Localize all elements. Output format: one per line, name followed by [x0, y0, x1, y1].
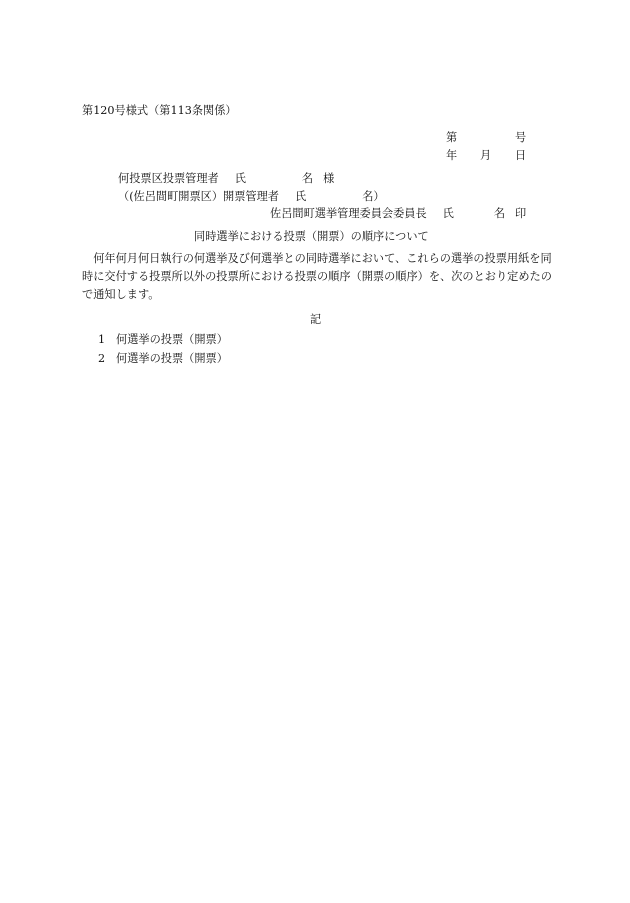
doc-number-prefix: 第 [446, 131, 458, 144]
sender-line [270, 207, 526, 220]
doc-number-suffix: 号 [515, 131, 527, 144]
sender-name-family: 氏 [442, 207, 454, 220]
list-item [98, 352, 228, 365]
item-text: 何選挙の投票（開票） [116, 352, 228, 365]
list-item [98, 333, 228, 346]
notice-title: 同時選挙における投票（開票）の順序について [194, 230, 429, 243]
addressee-line-2 [118, 190, 385, 203]
sender-name-given: 名 [493, 207, 506, 220]
addressee-name-family-2: 氏 [295, 190, 307, 203]
date-year: 年 [446, 149, 458, 162]
body-text: 何年何月何日執行の何選挙及び何選挙との同時選挙において、これらの選挙の投票用紙を同時に交付する投票所以外の投票所における投票の順序（開票の順序）を、次のとおり定めたので通知します。 [82, 252, 552, 301]
addressee-honorific: 様 [323, 172, 335, 185]
item-number: 2 [98, 352, 106, 365]
sender-title: 佐呂間町選挙管理委員会委員長 [270, 207, 427, 220]
date-month: 月 [480, 149, 492, 162]
form-title: 第120号様式（第113条関係） [82, 104, 237, 117]
addressee-name-family: 氏 [234, 172, 246, 185]
date-day: 日 [515, 149, 527, 162]
item-text: 何選挙の投票（開票） [116, 333, 228, 346]
ki-heading: 記 [310, 313, 322, 326]
addressee-title: 何投票区投票管理者 [118, 172, 219, 185]
addressee-title-2: （(佐呂間町開票区）開票管理者 [118, 190, 279, 203]
addressee-name-given: 名 [301, 172, 314, 185]
sender-seal: 印 [515, 207, 527, 220]
addressee-name-given-2: 名） [362, 190, 385, 203]
item-number: 1 [98, 333, 106, 346]
addressee-line-1 [118, 172, 334, 185]
